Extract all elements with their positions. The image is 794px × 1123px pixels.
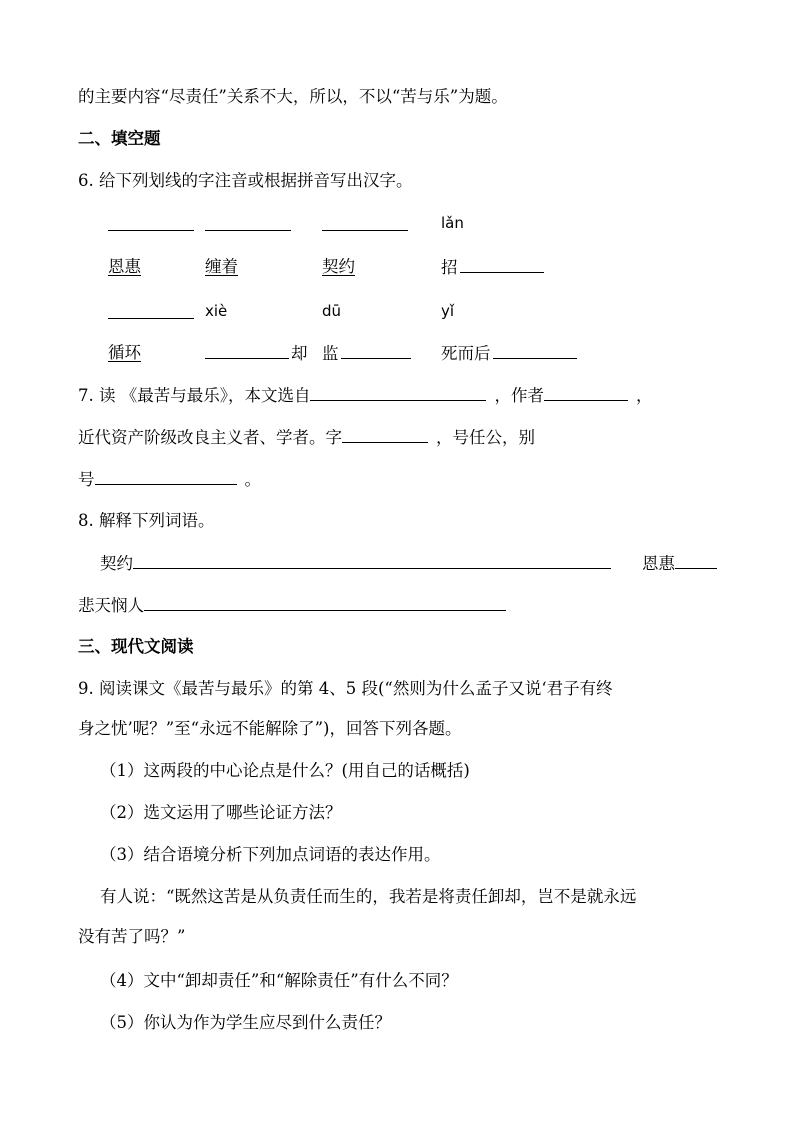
q7-text-1: 7. 读 《最苦与最乐》，本文选自 <box>78 386 311 405</box>
q6-word-8-text: 死而后 <box>441 344 491 363</box>
q9-sub-4: （4）文中“卸却责任”和“解除责任”有什么不同？ <box>100 971 458 990</box>
q7-text-5: ，号任公，别 <box>436 428 535 447</box>
q6-answer-blank-6[interactable] <box>205 342 289 359</box>
q8-answer-blank-3[interactable] <box>144 594 506 611</box>
q7-text-3: ， <box>635 386 653 405</box>
q6-word-2-text: 缠着 <box>205 257 238 276</box>
q7-author-blank[interactable] <box>544 384 628 401</box>
q6-pinyin-du: dū <box>322 302 342 320</box>
q6-answer-blank-3[interactable] <box>322 214 408 231</box>
q9-stem-line-1: 9. 阅读课文《最苦与最乐》的第 4、5 段(“然则为什么孟子又说‘君子有终 <box>78 679 613 698</box>
q8-line-1b <box>642 552 717 575</box>
q6-answer-blank-4[interactable] <box>460 256 544 273</box>
q9-sub-5: （5）你认为作为学生应尽到什么责任？ <box>100 1013 391 1032</box>
q7-text-7: 。 <box>244 470 261 489</box>
q9-quote-line-2: 没有苦了吗？” <box>78 927 186 946</box>
q8-word-3: 悲天悯人 <box>78 596 144 615</box>
q6-pinyin-xie: xiè <box>205 302 228 320</box>
q6-answer-blank-1[interactable] <box>108 214 194 231</box>
q8-word-2: 恩惠 <box>642 554 675 573</box>
q7-source-blank[interactable] <box>310 384 486 401</box>
q6-word-5 <box>108 342 141 364</box>
q8-stem: 8. 解释下列词语。 <box>78 511 215 530</box>
q6-word-2 <box>205 256 238 278</box>
q7-text-4: 近代资产阶级改良主义者、学者。字 <box>78 428 342 447</box>
q6-word-3-text: 契约 <box>322 257 355 276</box>
q6-answer-blank-5[interactable] <box>108 302 194 319</box>
q9-quote-line-1: 有人说：“既然这苦是从负责任而生的，我若是将责任卸却，岂不是就永远 <box>100 887 637 906</box>
q6-word-7 <box>322 342 411 365</box>
q6-word-7-text: 监 <box>322 344 339 363</box>
section-3-heading: 三、现代文阅读 <box>78 637 194 656</box>
q6-answer-blank-7[interactable] <box>341 342 411 359</box>
q6-pinyin-yi: yǐ <box>441 302 455 320</box>
q7-text-2: ，作者 <box>494 386 544 405</box>
q7-hao-blank[interactable] <box>95 468 237 485</box>
q6-word-3 <box>322 256 355 278</box>
q6-word-8 <box>441 342 577 365</box>
q8-word-1: 契约 <box>100 554 133 573</box>
q9-sub-2: （2）选文运用了哪些论证方法？ <box>100 803 342 822</box>
section-2-heading: 二、填空题 <box>78 129 161 148</box>
q6-pinyin-lan: lǎn <box>441 214 464 232</box>
q6-word-4-text: 招 <box>441 258 458 277</box>
q6-answer-blank-8[interactable] <box>493 342 577 359</box>
q8-line-2 <box>78 594 506 617</box>
q9-stem-line-2: 身之忧’呢？”至“永远不能解除了”)，回答下列各题。 <box>78 719 462 738</box>
q7-line-2 <box>78 426 535 449</box>
q6-answer-blank-2[interactable] <box>205 214 291 231</box>
q9-sub-3: （3）结合语境分析下列加点词语的表达作用。 <box>100 845 441 864</box>
q6-word-5-text: 循环 <box>108 343 141 362</box>
q6-word-6 <box>205 342 308 365</box>
q8-answer-blank-2[interactable] <box>675 552 717 569</box>
q8-answer-blank-1[interactable] <box>133 552 611 569</box>
q6-word-1 <box>108 256 141 278</box>
q7-text-6: 号 <box>78 470 95 489</box>
q8-line-1 <box>100 552 611 575</box>
intro-text: 的主要内容“尽责任”关系不大，所以，不以“苦与乐”为题。 <box>78 87 508 106</box>
q6-word-4 <box>441 256 544 279</box>
q7-line-1 <box>78 384 652 407</box>
q7-zi-blank[interactable] <box>342 426 428 443</box>
q6-word-1-text: 恩惠 <box>108 257 141 276</box>
q6-word-6-text: 却 <box>291 344 308 363</box>
q9-sub-1: （1）这两段的中心论点是什么？(用自己的话概括) <box>100 761 470 780</box>
q6-stem: 6. 给下列划线的字注音或根据拼音写出汉字。 <box>78 171 413 190</box>
q7-line-3 <box>78 468 261 491</box>
